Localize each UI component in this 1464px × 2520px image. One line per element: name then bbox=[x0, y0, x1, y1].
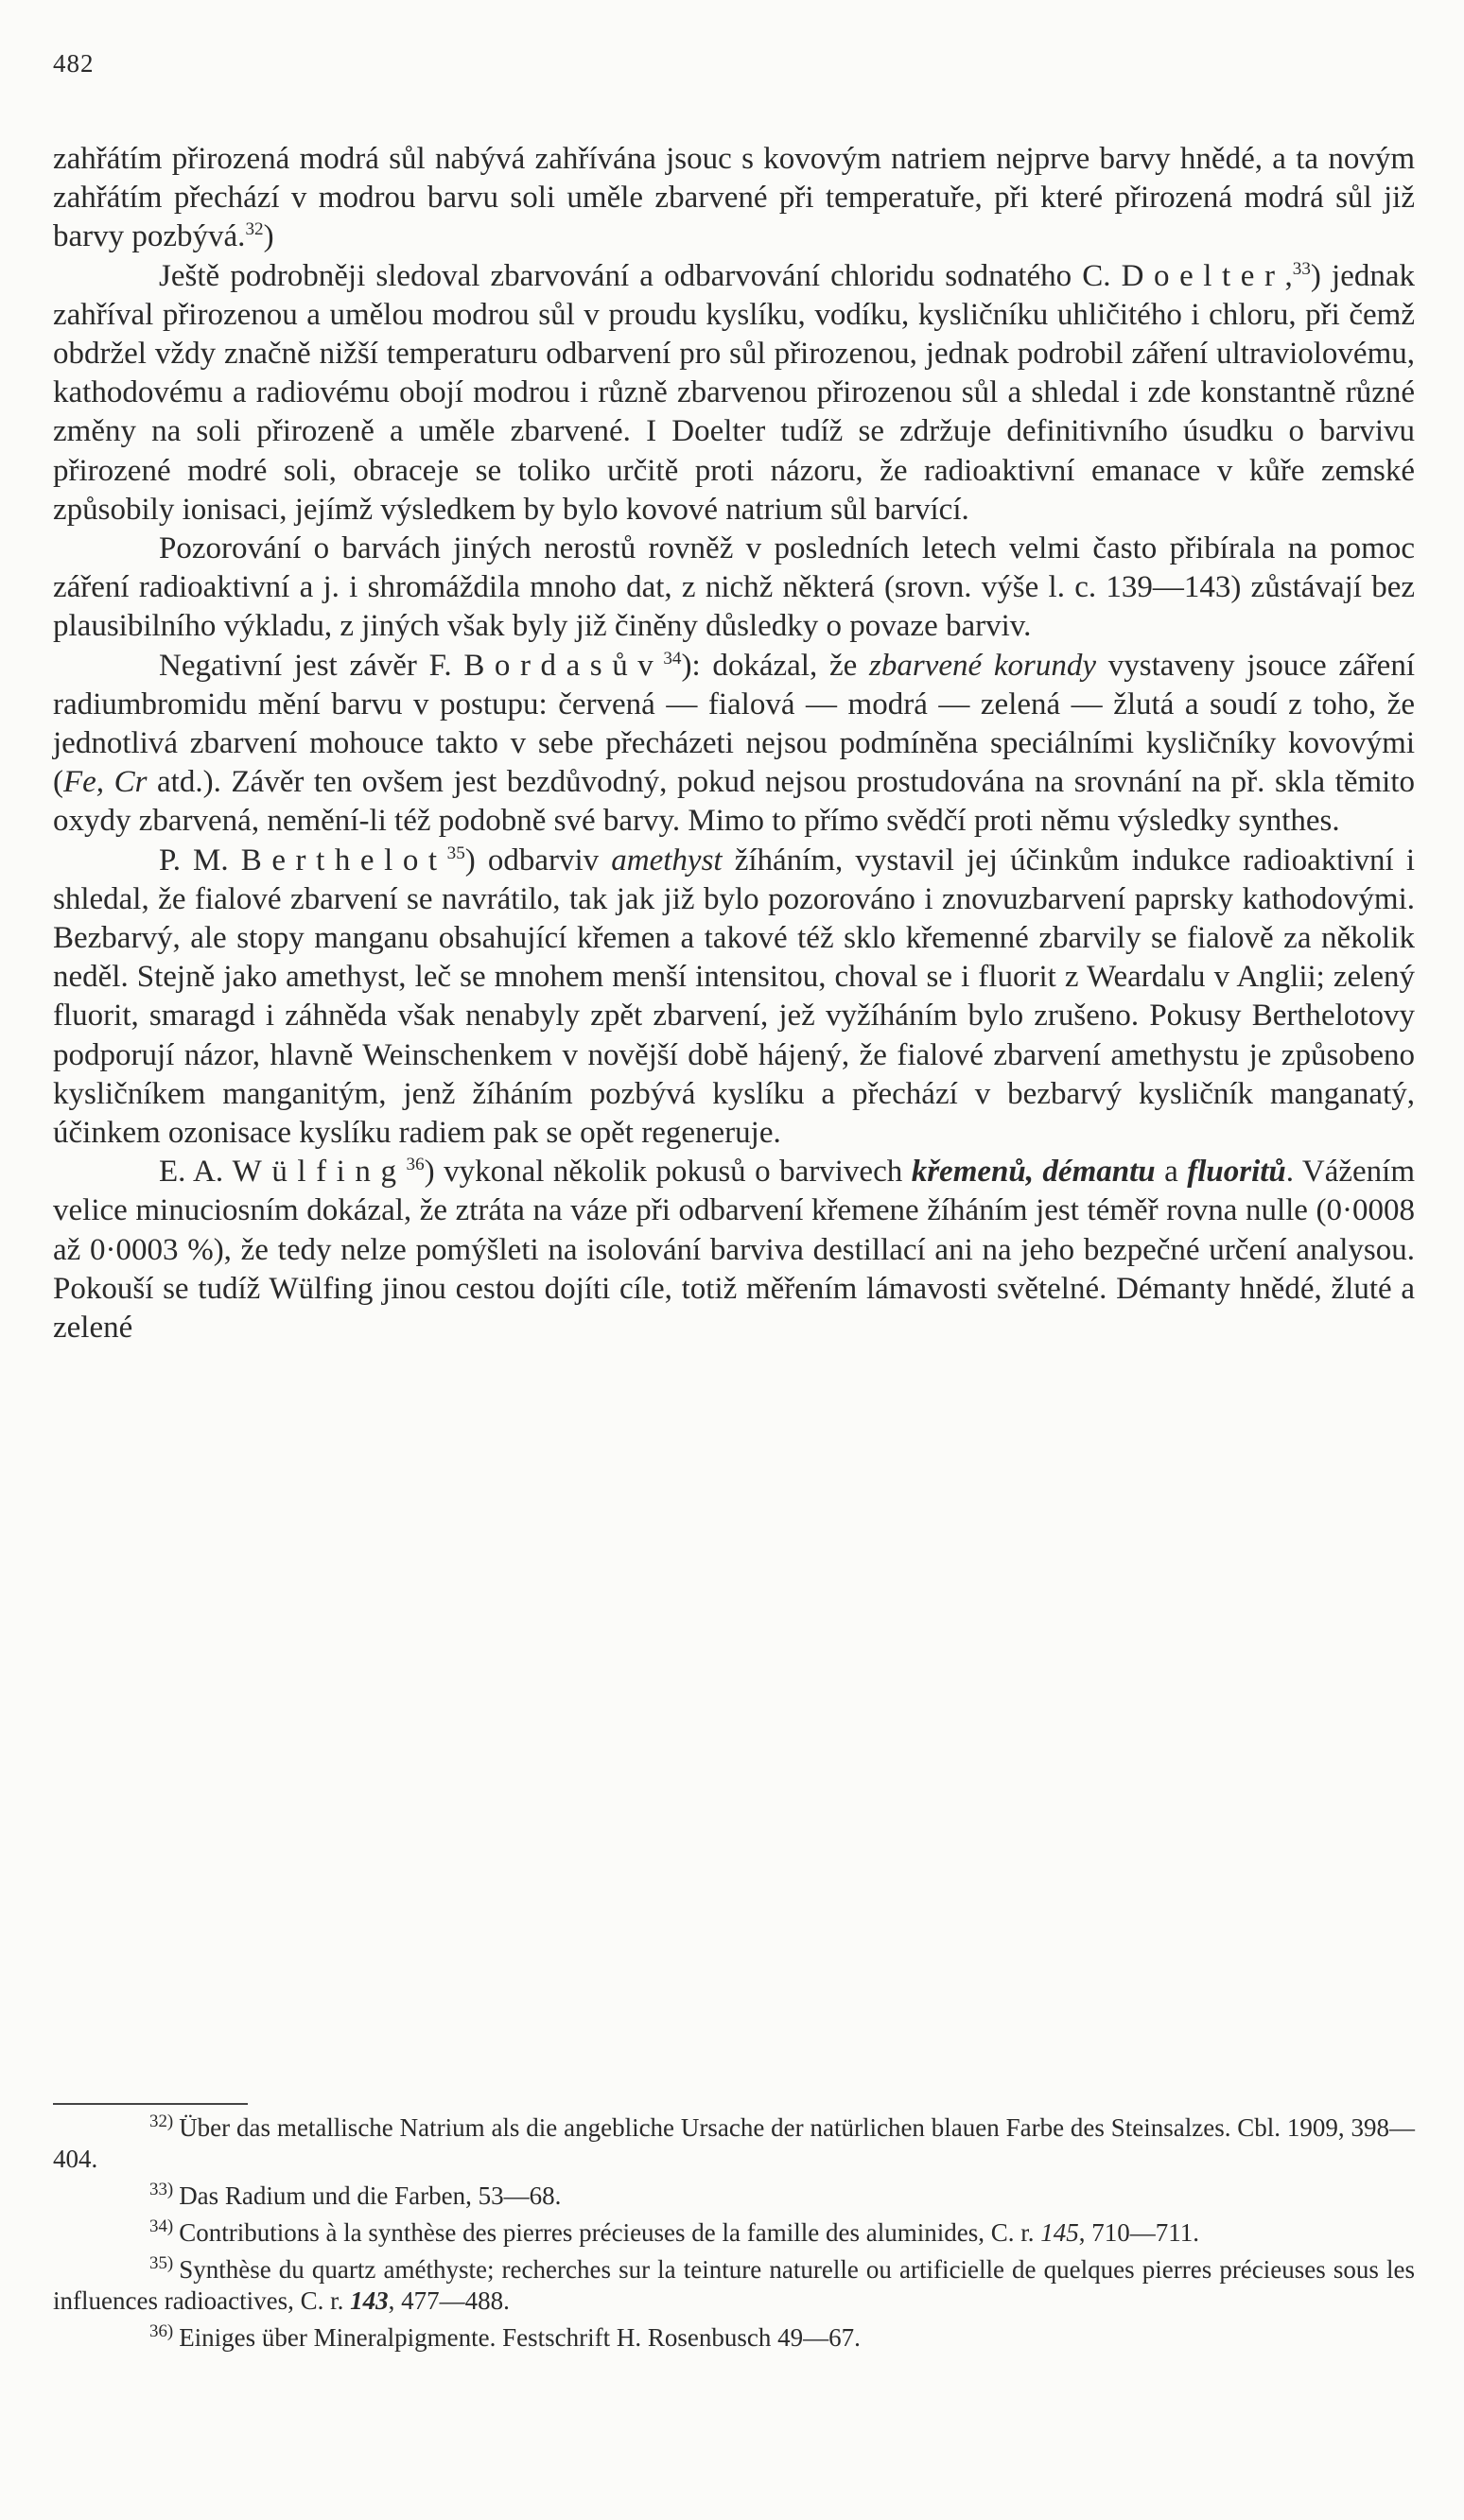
paragraph-text: zbarvené korundy bbox=[869, 648, 1097, 683]
paragraph-text: Berthelot bbox=[240, 843, 447, 878]
footnote-mark: 33) bbox=[149, 2180, 174, 2199]
paragraph-text: , bbox=[1284, 258, 1293, 293]
paragraph bbox=[53, 647, 1415, 842]
footnote-text: Einiges über Mineralpigmente. Festschrift H. Rosenbusch 49—67. bbox=[179, 2323, 861, 2352]
footnote-mark: 35) bbox=[149, 2253, 174, 2273]
footnote-reference: 36 bbox=[406, 1155, 425, 1175]
paragraph-text: Negativní jest závěr F. bbox=[159, 648, 464, 683]
page-number: 482 bbox=[53, 49, 95, 78]
paragraph-text: ) jednak zahříval přirozenou a umělou modrou sůl v proudu kyslíku, vodíku, kysličníku uhličitého i chloru, při čemž obdržel vždy značně nižší temperaturu odbarvení pro sůl přirozenou, jednak podrobil záření ultraviolovému, kathodovému a radiovému obojí modrou i různě zbarvenou přirozenou sůl a shledal i zde konstantně různé změny na soli přirozeně a uměle zbarvené. I Doelter tudíž se zdržuje definitivního úsudku o barvivu přirozené modré soli, obraceje se toliko určitě proti názoru, že radioaktivní emanace v kůře zemské způsobily ionisaci, jejímž výsledkem by bylo kovové natrium sůl barvící. bbox=[53, 258, 1415, 527]
footnote-text: Das Radium und die Farben, 53—68. bbox=[179, 2181, 562, 2210]
paragraph-text: amethyst bbox=[611, 843, 723, 878]
paragraph-text: Ještě podrobněji sledoval zbarvování a odbarvování chloridu sodnatého C. bbox=[159, 258, 1122, 293]
footnote-reference: 33 bbox=[1292, 258, 1311, 279]
paragraph-text: zahřátím přirozená modrá sůl nabývá zahřívána jsouc s kovovým natriem nejprve barvy hnědé, a ta novým zahřátím přechází v modrou barvu soli uměle zbarvené při temperatuře, při které přirozená modrá sůl již barvy pozbývá. bbox=[53, 142, 1415, 254]
footnote-mark: 34) bbox=[149, 2216, 174, 2236]
paragraph-text: atd.). Závěr ten ovšem jest bezdůvodný, pokud nejsou prostudována na srovnání na př. skla těmito oxydy zbarvená, nemění-li též podobně své barvy. Mimo to přímo svědčí proti němu výsledky synthes. bbox=[53, 765, 1415, 839]
paragraph-text: a bbox=[1155, 1155, 1188, 1190]
footnote-text: 143 bbox=[350, 2286, 389, 2315]
paragraph-text: Fe, Cr bbox=[63, 765, 148, 800]
paragraph bbox=[53, 842, 1415, 1154]
footnote bbox=[53, 2217, 1415, 2249]
footnote bbox=[53, 2254, 1415, 2317]
paragraph-text: Bordasův bbox=[463, 648, 664, 683]
footnote-divider bbox=[53, 2103, 248, 2105]
paragraph bbox=[53, 530, 1415, 647]
paragraph bbox=[53, 257, 1415, 530]
paragraph-text: křemenů, démantu bbox=[911, 1155, 1156, 1190]
paragraph-text: P. M. bbox=[159, 843, 241, 878]
footnote-reference: 32 bbox=[245, 219, 264, 240]
paragraph bbox=[53, 1153, 1415, 1347]
footnote-text: Über das metallische Natrium als die angebliche Ursache der natürlichen blauen Farbe des Steinsalzes. Cbl. 1909, 398—404. bbox=[53, 2113, 1415, 2173]
paragraph-text: vystaveny jsouce záření radiumbromidu mění barvu v postupu: červená — fialová — modrá — zelená — žlutá a soudí z toho, že jednotlivá zbarvení mohouce takto v sebe přecházeti nejsou podmíněna speciálními kysličníky kovovými ( bbox=[53, 648, 1415, 800]
paragraph-text: ): dokázal, že bbox=[681, 648, 870, 683]
paragraph-text: . Vážením velice minuciosním dokázal, že ztráta na váze při odbarvení křemene žíháním jest téměř rovna nulle (0·0008 až 0·0003 %), že tedy nelze pomýšleti na isolování barviva destillací ani na jeho bezpečné určení analysou. Pokouší se tudíž Wülfing jinou cestou dojíti cíle, totiž měřením lámavosti světelné. Démanty hnědé, žluté a zelené bbox=[53, 1155, 1415, 1346]
body-text bbox=[53, 140, 1415, 1347]
paragraph-text: Wülfing bbox=[232, 1155, 407, 1190]
paragraph-text: ) bbox=[263, 219, 274, 254]
paragraph-text: E. A. bbox=[159, 1155, 233, 1190]
footnote-mark: 36) bbox=[149, 2321, 174, 2341]
footnote bbox=[53, 2112, 1415, 2175]
paragraph-text: žíháním, vystavil jej účinkům indukce radioaktivní i shledal, že fialové zbarvení se navrátilo, tak jak již bylo pozorováno i znovuzbarvení paprsky kathodovými. Bezbarvý, ale stopy manganu obsahující křemen a takové též sklo křemenné zbarvily se fialově za několik neděl. Stejně jako amethyst, leč se mnohem menší intensitou, choval se i fluorit z Weardalu v Anglii; zelený fluorit, smaragd i záhněda však nenabyly zpět zbarvení, jež vyžíháním bylo zrušeno. Pokusy Berthelotovy podporují názor, hlavně Weinschenkem v novější době hájený, že fialové zbarvení amethystu je způsobeno kysličníkem manganitým, jenž žíháním pozbývá kyslíku a přechází v bezbarvý kysličník manganatý, účinkem ozonisace kyslíku radiem pak se opět regeneruje. bbox=[53, 843, 1415, 1151]
footnotes bbox=[53, 2112, 1415, 2359]
footnote-text: 145 bbox=[1040, 2218, 1079, 2247]
footnote-text: , 710—711. bbox=[1078, 2218, 1199, 2247]
paragraph-text: Doelter bbox=[1121, 258, 1285, 293]
footnote-text: Synthèse du quartz améthyste; recherches sur la teinture naturelle ou artificielle de quelques pierres précieuses sous les influences radioactives, C. r. bbox=[53, 2255, 1415, 2315]
footnote-reference: 34 bbox=[663, 648, 682, 669]
footnote-text: , 477—488. bbox=[388, 2286, 510, 2315]
footnote-text: Contributions à la synthèse des pierres précieuses de la famille des aluminides, C. r. bbox=[179, 2218, 1041, 2247]
footnote bbox=[53, 2181, 1415, 2212]
paragraph bbox=[53, 140, 1415, 257]
paragraph-text: Pozorování o barvách jiných nerostů rovněž v posledních letech velmi často přibírala na pomoc záření radioaktivní a j. i shromáždila mnoho dat, z nichž některá (srovn. výše l. c. 139—143) zůstávají bez plausibilního výkladu, z jiných však byly již činěny důsledky o povaze barviv. bbox=[53, 531, 1415, 644]
paragraph-text: ) odbarviv bbox=[464, 843, 612, 878]
paragraph-text: ) vykonal několik pokusů o barvivech bbox=[424, 1155, 912, 1190]
footnote-mark: 32) bbox=[149, 2112, 174, 2131]
paragraph-text: fluoritů bbox=[1187, 1155, 1286, 1190]
footnote-reference: 35 bbox=[446, 843, 465, 863]
footnote bbox=[53, 2322, 1415, 2354]
